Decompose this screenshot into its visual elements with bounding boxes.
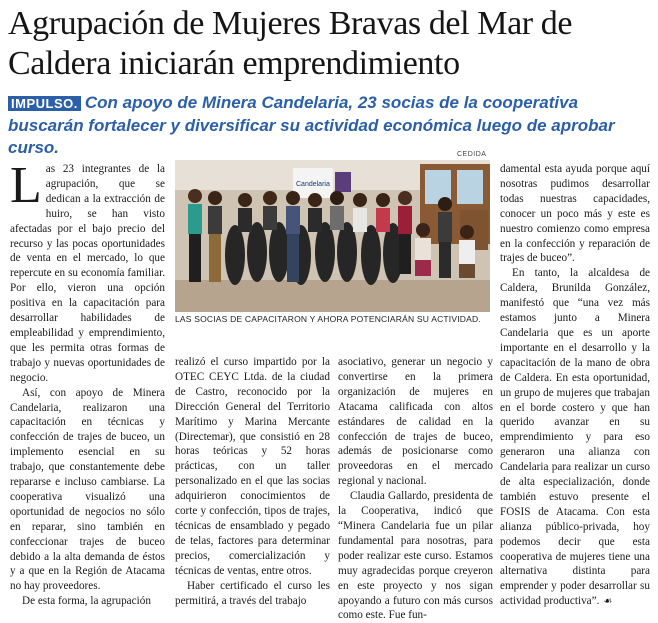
paragraph-text: as 23 integrantes de la agrupación, que se dedican a la extracción de huiro, se han visto afectadas por el bajo precio del recurso y las pocas oportunidades de venta en el mercado, lo que repercute en su economía familiar. Por ello, vieron una opción positiva en la capacitación para desarrollar habilidades de empleabilidad y emprendimiento, que les permita otras formas de trabajo y nuevas oportunidades de negocio. <box>10 163 165 384</box>
photo-caption: LAS SOCIAS DE CAPACITARON Y AHORA POTENCIARÁN SU ACTIVIDAD. <box>175 314 481 324</box>
article-column-2 <box>175 355 330 605</box>
drop-cap: L <box>10 157 42 214</box>
group-photo <box>175 160 490 312</box>
paragraph <box>10 157 165 386</box>
paragraph: damental esta ayuda porque aquí nosotras pudimos desarrollar todas nuestras capacidades, conocer un poco más y este es nuestro comienzo como empresa en la confección y reparación de trajes de buceo”. <box>500 163 650 265</box>
paragraph-text: En tanto, la alcaldesa de Caldera, Brunilda González, manifestó que “una vez más estamos junto a Minera Candelaria que es un aporte importante en el desarrollo y la capacitación de la mano de obra de Caldera. En esta oportunidad, un grupo de mujeres que trabajan en el borde costero y que han querido avanzar en su emprendimiento y para eso generaron una alianza con Candelaria para realizar un curso de alta especialización, donde también estuvo presente el FOSIS de Atacama. Con esta alianza público-privada, hoy podemos decir que esta cooperativa de mujeres tiene una alternativa distinta para emprender y poder desarrollar su actividad productiva”. <box>500 267 650 608</box>
paragraph: De esta forma, la agrupación <box>22 595 151 608</box>
paragraph <box>500 266 650 610</box>
group-photo-illustration <box>175 160 490 312</box>
paragraph: asociativo, generar un negocio y convertirse en la primera organización de mujeres en Atacama calificada con altos estándares de calidad en la confección de trajes de buceo, además de posicionarse como proveedoras en el mercado regional y nacional. <box>338 356 493 488</box>
paragraph: Así, con apoyo de Minera Candelaria, realizaron una capacitación en técnicas y confección de trajes de buceo, un implemento esencial en su trabajo, que constantemente debe repararse e incluso cambiarse. La cooperativa visualizó una oportunidad de negocios no sólo en reparar, sino también en confeccionar trajes de buceo debido a la alta demanda de éstos y a que en la Región de Atacama no hay proveedores. <box>10 386 165 593</box>
banner-text: Candelaria <box>296 181 330 188</box>
lead-kicker: IMPULSO. <box>8 96 81 111</box>
article-column-4 <box>500 162 650 607</box>
photo-credit: CEDIDA <box>457 151 487 158</box>
paragraph: Claudia Gallardo, presidenta de la Cooperativa, indicó que “Minera Candelaria fue un pilar fundamental para nosotras, para poder realizar este curso. Estamos muy agradecidas porque creyeron en este proyecto y nos sigan apoyando a futuro con más cursos como este. Fue fun- <box>338 490 493 622</box>
lead <box>8 92 654 159</box>
article-column-1 <box>10 157 165 608</box>
end-mark-icon: ☙ <box>603 596 613 608</box>
article-column-3 <box>338 355 493 622</box>
paragraph: realizó el curso impartido por la OTEC CEYC Ltda. de la ciudad de Castro, reconocido por la Dirección General del Territorio Marítimo y Marina Mercante (Directemar), que consistió en 28 horas teóricas y 52 horas prácticas, con un taller personalizado en el que las socias adquirieron conocimientos de corte y confección, tipos de trajes, técnicas de ensamblado y pegado de telas, factores para determinar precios, comercialización y técnicas de ventas, entre otros. <box>175 356 330 577</box>
headline: Agrupación de Mujeres Bravas del Mar de Caldera iniciarán emprendimiento <box>8 5 573 82</box>
paragraph: Haber certificado el curso les permitirá, a través del trabajo <box>175 579 330 607</box>
lead-text: Con apoyo de Minera Candelaria, 23 socias de la cooperativa buscarán fortalecer y diversificar su actividad económica luego de aprobar curso. <box>8 93 615 157</box>
